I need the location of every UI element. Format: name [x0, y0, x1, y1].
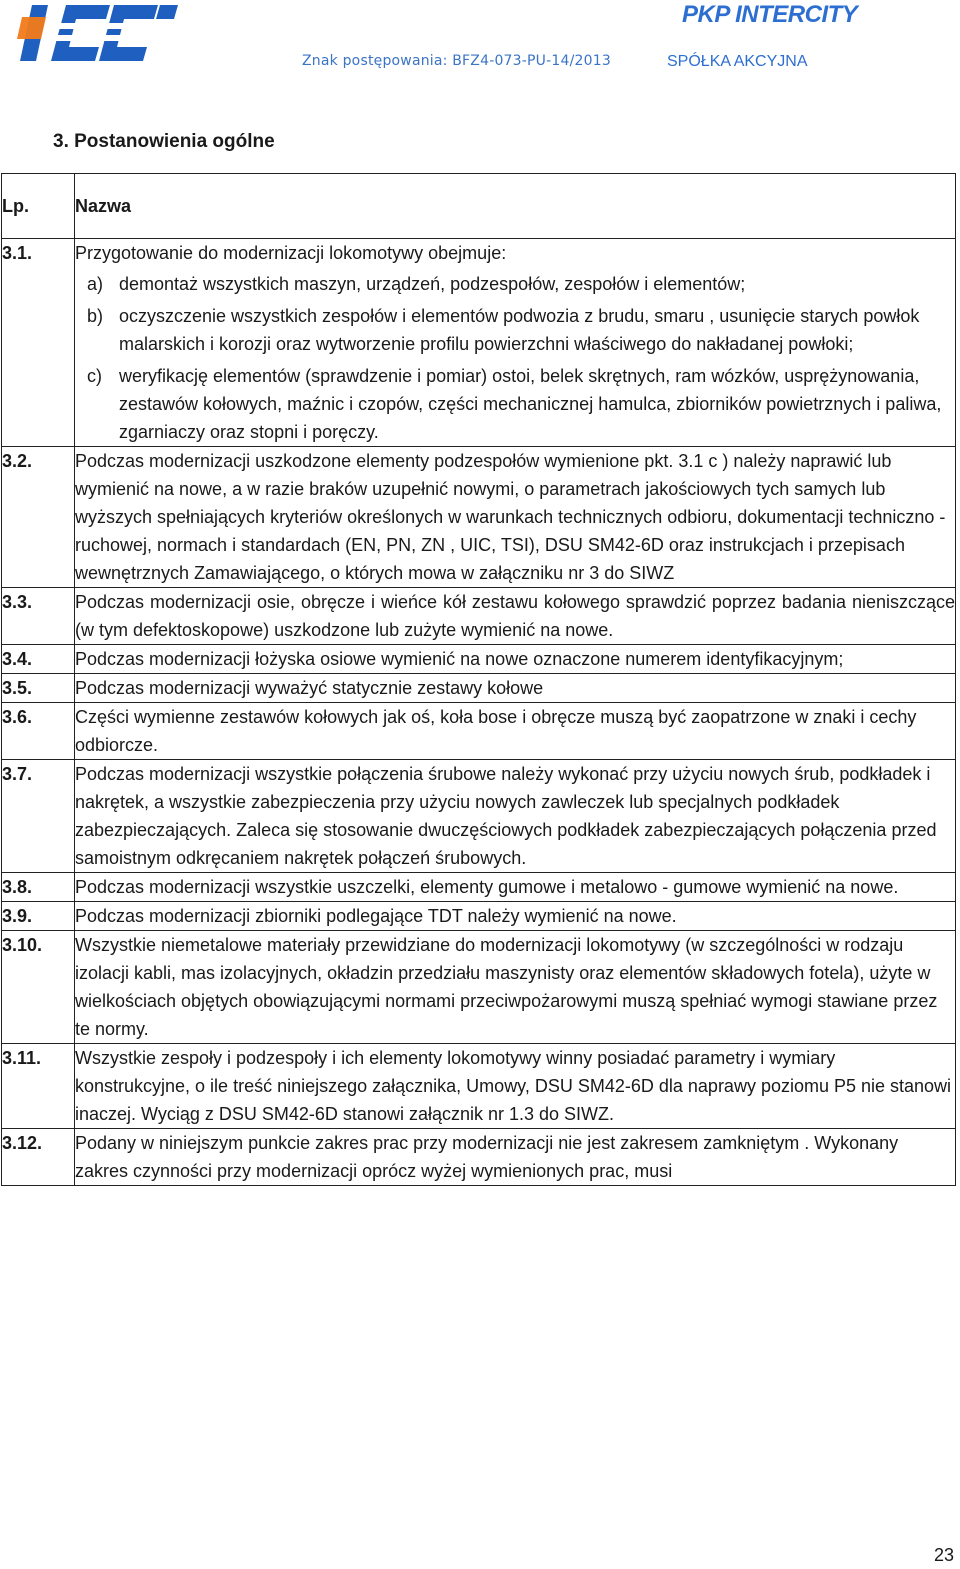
list-item — [75, 362, 955, 446]
table-row — [2, 1129, 956, 1186]
row-text: Podczas modernizacji wyważyć statycznie zestawy kołowe — [75, 674, 956, 703]
table-row — [2, 588, 956, 645]
requirements-table — [1, 173, 956, 1186]
list-marker: c) — [87, 366, 102, 386]
row-number: 3.12. — [2, 1129, 75, 1186]
row-text: Podczas modernizacji wszystkie połączenia śrubowe należy wykonać przy użyciu nowych śrub, podkładek i nakrętek, a wszystkie zabezpieczenia przy użyciu nowych zawleczek lub specjalnych podkładek zabezpieczających. Zaleca się stosowanie dwuczęściowych podkładek zabezpieczających połączenia przed samoistnym odkręcaniem nakrętek połączeń śrubowych. — [75, 760, 956, 873]
table-row — [2, 239, 956, 447]
row-text: Wszystkie zespoły i podzespoły i ich elementy lokomotywy winny posiadać parametry i wymiary konstrukcyjne, o ile treść niniejszego załącznika, Umowy, DSU SM42-6D dla naprawy poziomu P5 nie stanowi inaczej. Wyciąg z DSU SM42-6D stanowi załącznik nr 1.3 do SIWZ. — [75, 1044, 956, 1129]
row-text: Przygotowanie do modernizacji lokomotywy obejmuje: — [75, 243, 507, 263]
row-number: 3.4. — [2, 645, 75, 674]
list-item — [75, 270, 955, 298]
table-header-row — [2, 174, 956, 239]
intercity-logo — [14, 3, 179, 65]
procurement-number: Znak postępowania: BFZ4-073-PU-14/2013 — [302, 53, 611, 69]
row-text: Podany w niniejszym punkcie zakres prac przy modernizacji nie jest zakresem zamkniętym . Wykonany zakres czynności przy modernizacji oprócz wyżej wymienionych prac, musi — [75, 1129, 956, 1186]
list-item-text: oczyszczenie wszystkich zespołów i elementów podwozia z brudu, smaru , usunięcie starych powłok malarskich i korozji oraz wytworzenie profilu powierzchni właściwego do nakładanej powłoki; — [119, 306, 920, 354]
table-row — [2, 902, 956, 931]
row-number: 3.3. — [2, 588, 75, 645]
table-row — [2, 447, 956, 588]
table-row — [2, 645, 956, 674]
table-row — [2, 873, 956, 902]
row-number: 3.6. — [2, 703, 75, 760]
table-row — [2, 1044, 956, 1129]
column-header-name: Nazwa — [75, 174, 956, 239]
company-name: PKP INTERCITY — [682, 1, 858, 28]
row-number: 3.7. — [2, 760, 75, 873]
row-text: Podczas modernizacji uszkodzone elementy podzespołów wymienione pkt. 3.1 c ) należy naprawić lub wymienić na nowe, a w razie braków uzupełnić nowymi, o parametrach jakościowych tych samych lub wyższych spełniających kryteriów określonych w warunkach technicznych odbioru, dokumentacji techniczno - ruchowej, normach i standardach (EN, PN, ZN , UIC, TSI), DSU SM42-6D oraz instrukcjach i przepisach wewnętrznych Zamawiającego, o których mowa w załączniku nr 3 do SIWZ — [75, 447, 956, 588]
section-heading: 3. Postanowienia ogólne — [53, 131, 275, 152]
list-item-text: weryfikację elementów (sprawdzenie i pomiar) ostoi, belek skrętnych, ram wózków, usprężynowania, zestawów kołowych, maźnic i czopów, części mechanicznej hamulca, zbiorników powietrznych i paliwa, zgarniaczy oraz stopni i poręczy. — [119, 366, 942, 442]
row-number: 3.8. — [2, 873, 75, 902]
list-marker: b) — [87, 306, 104, 326]
sub-list — [75, 270, 955, 446]
table-row — [2, 674, 956, 703]
row-number: 3.2. — [2, 447, 75, 588]
row-number: 3.10. — [2, 931, 75, 1044]
table-row — [2, 703, 956, 760]
list-item-text: demontaż wszystkich maszyn, urządzeń, podzespołów, zespołów i elementów; — [119, 274, 746, 294]
row-text: Podczas modernizacji wszystkie uszczelki, elementy gumowe i metalowo - gumowe wymienić na nowe. — [75, 873, 956, 902]
row-text: Podczas modernizacji osie, obręcze i wieńce kół zestawu kołowego sprawdzić poprzez badania nieniszczące (w tym defektoskopowe) uszkodzone lub zużyte wymienić na nowe. — [75, 588, 956, 645]
row-text: Wszystkie niemetalowe materiały przewidziane do modernizacji lokomotywy (w szczególności w rodzaju izolacji kabli, mas izolacyjnych, okładzin przedziału maszynisty oraz elementów składowych fotela), użyte w wielkościach objętych obowiązującymi normami przeciwpożarowymi muszą spełniać wymogi stawiane przez te normy. — [75, 931, 956, 1044]
list-marker: a) — [87, 274, 104, 294]
column-header-number: Lp. — [2, 174, 75, 239]
row-number: 3.9. — [2, 902, 75, 931]
row-content — [75, 239, 956, 447]
row-text: Podczas modernizacji łożyska osiowe wymienić na nowe oznaczone numerem identyfikacyjnym; — [75, 645, 956, 674]
row-number: 3.11. — [2, 1044, 75, 1129]
list-item — [75, 302, 955, 358]
row-text: Części wymienne zestawów kołowych jak oś, koła bose i obręcze muszą być zaopatrzone w znaki i cechy odbiorcze. — [75, 703, 956, 760]
page-header — [0, 0, 960, 80]
row-number: 3.5. — [2, 674, 75, 703]
row-number: 3.1. — [2, 239, 75, 447]
company-subtitle: SPÓŁKA AKCYJNA — [667, 53, 808, 70]
page-number: 23 — [933, 1545, 954, 1565]
row-text: Podczas modernizacji zbiorniki podlegające TDT należy wymienić na nowe. — [75, 902, 956, 931]
table-row — [2, 931, 956, 1044]
table-row — [2, 760, 956, 873]
